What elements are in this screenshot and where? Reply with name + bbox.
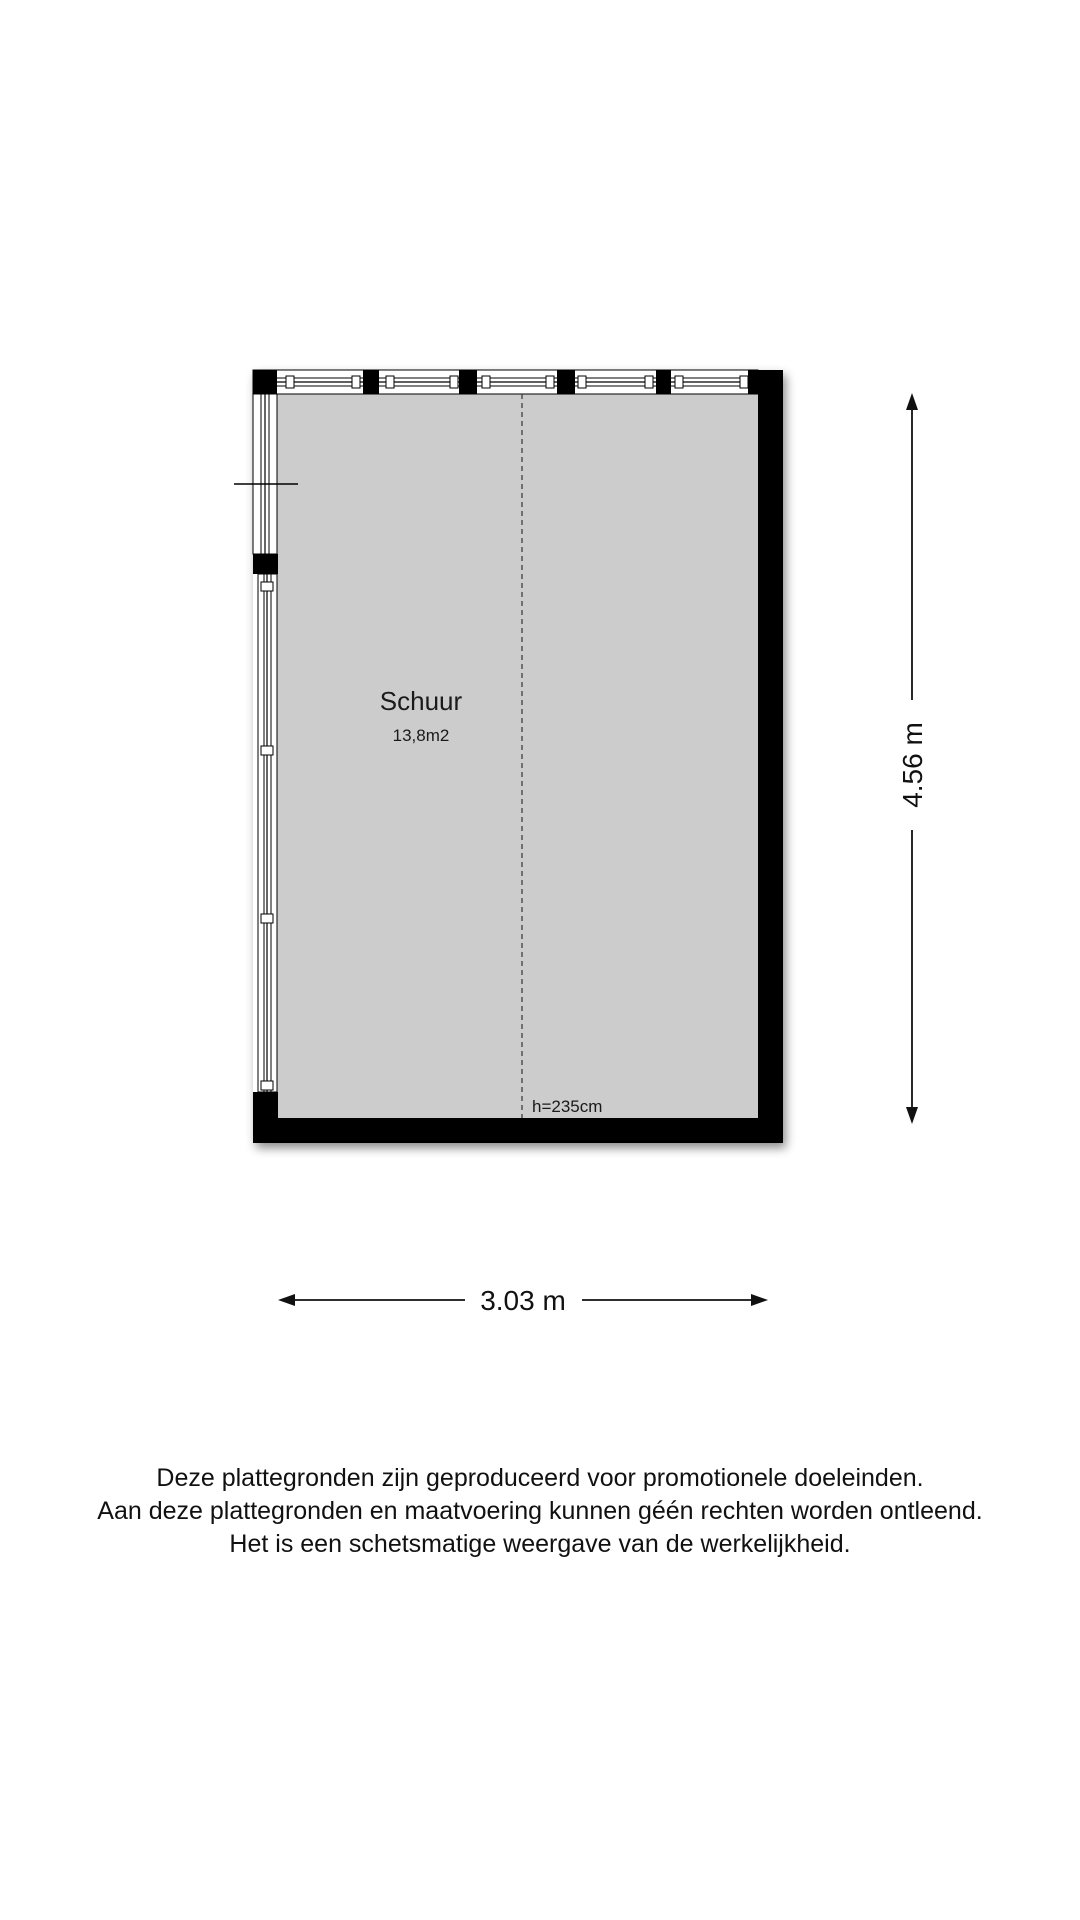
depth-dimension (897, 393, 928, 1124)
disclaimer-line: Het is een schetsmatige weergave van de werkelijkheid. (229, 1530, 851, 1558)
left-mullion (253, 554, 278, 574)
room-name: Schuur (379, 686, 463, 716)
ceiling-height-label: h=235cm (532, 1097, 603, 1116)
top-mullion (748, 370, 783, 394)
top-mullion (656, 370, 671, 394)
floor-area (277, 394, 758, 1118)
top-mullion (253, 370, 277, 394)
top-mullion (363, 370, 379, 394)
arrow-up-icon (906, 393, 918, 410)
wall-bottom (253, 1118, 783, 1143)
depth-label: 4.56 m (897, 722, 928, 808)
top-mullion (459, 370, 477, 394)
left-windows (258, 574, 277, 1092)
corner-post (253, 1092, 278, 1143)
disclaimer-line: Aan deze plattegronden en maatvoering kunnen géén rechten worden ontleend. (97, 1497, 983, 1525)
disclaimer (0, 1462, 1080, 1561)
room-area: 13,8m2 (392, 726, 450, 745)
arrow-right-icon (751, 1294, 768, 1306)
arrow-left-icon (278, 1294, 295, 1306)
disclaimer-line: Deze plattegronden zijn geproduceerd voor promotionele doeleinden. (156, 1464, 924, 1492)
wall-right (758, 370, 783, 1143)
arrow-down-icon (906, 1107, 918, 1124)
top-mullion (557, 370, 575, 394)
width-label: 3.03 m (480, 1285, 566, 1316)
top-windows (253, 370, 783, 394)
width-dimension (278, 1285, 768, 1316)
